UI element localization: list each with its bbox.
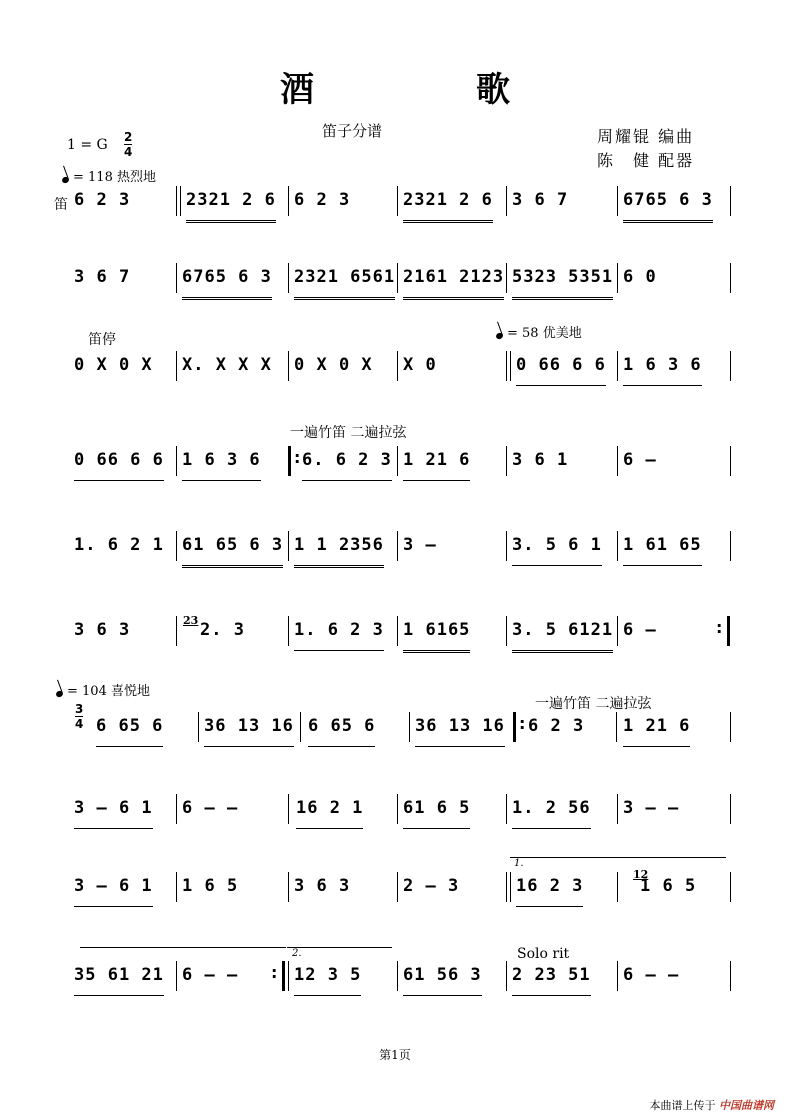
- measure: 3 – 6 1: [74, 866, 153, 907]
- measure: 16 2 1: [296, 788, 363, 829]
- measure: 1 61 65: [623, 525, 702, 566]
- measure: 1 21 6: [623, 706, 690, 747]
- measure: 2321 6561: [294, 257, 395, 300]
- measure: 2321 2 6: [186, 180, 276, 223]
- measure: 6 – –: [182, 798, 239, 818]
- measure: 3 –: [403, 535, 437, 555]
- quarter-note-icon: [61, 176, 70, 184]
- measure: X 0: [403, 355, 437, 375]
- measure: 1 1 2356: [294, 525, 384, 568]
- measure: 0 66 6 6: [516, 345, 606, 386]
- measure: 35 61 21: [74, 955, 164, 996]
- repeat-end: [720, 616, 730, 646]
- orchestrator-credit: 陈 健 配器: [597, 151, 695, 170]
- measure: 2 23 51: [512, 955, 591, 996]
- measure: 6 65 6: [308, 706, 375, 747]
- measure: 2321 2 6: [403, 180, 493, 223]
- tempo-mark-1: = 118 热烈地: [62, 166, 156, 185]
- measure: 1 6 5: [640, 876, 697, 896]
- measure: 6 2 3: [528, 716, 585, 736]
- staff-row-7: [70, 706, 750, 746]
- repeat-start: [513, 712, 522, 742]
- measure: 6. 6 2 3: [302, 440, 392, 481]
- measure: 12 3 5: [294, 955, 361, 996]
- measure: 36 13 16: [204, 706, 294, 747]
- measure: 1. 2 56: [512, 788, 591, 829]
- measure: 2. 3: [200, 620, 245, 640]
- measure: 5323 5351: [512, 257, 613, 300]
- measure: 1 6165: [403, 610, 470, 653]
- measure: 61 6 5: [403, 788, 470, 829]
- staff-row-9: [70, 866, 750, 906]
- volta-2-bracket: [287, 947, 392, 948]
- measure: 6 65 6: [96, 706, 163, 747]
- measure: 6765 6 3: [182, 257, 272, 300]
- time-signature-2-4: 2 4: [124, 130, 133, 159]
- measure: 3 – 6 1: [74, 788, 153, 829]
- staff-row-2: [70, 257, 750, 297]
- measure: 6 – –: [623, 965, 680, 985]
- page-title: 酒 歌: [280, 70, 574, 110]
- measure: 61 56 3: [403, 955, 482, 996]
- measure: 6 –: [623, 620, 657, 640]
- measure: 3 6 7: [74, 267, 131, 287]
- measure: 6 – –: [182, 965, 239, 985]
- measure: 6 2 3: [74, 190, 131, 210]
- measure: 3 – –: [623, 798, 680, 818]
- repeat-end: [275, 961, 285, 991]
- measure: 1 6 5: [182, 876, 239, 896]
- measure: 36 13 16: [415, 706, 505, 747]
- measure: 1. 6 2 3: [294, 610, 384, 651]
- measure: 2 – 3: [403, 876, 460, 896]
- staff-row-10: [70, 955, 750, 995]
- measure: 1 6 3 6: [182, 440, 261, 481]
- page-number: 第1页: [379, 1048, 411, 1062]
- repeat-start: [288, 446, 297, 476]
- measure: 3 6 3: [294, 876, 351, 896]
- staff-row-3: [70, 345, 750, 385]
- solo-rit-mark: Solo rit: [517, 946, 570, 962]
- upload-credit: [650, 1097, 775, 1113]
- measure: 3. 5 6121: [512, 610, 613, 653]
- staff-row-8: [70, 788, 750, 828]
- subtitle: 笛子分谱: [322, 122, 383, 140]
- staff-row-1: [70, 180, 750, 220]
- measure: 3. 5 6 1: [512, 525, 602, 566]
- measure: 6 0: [623, 267, 657, 287]
- measure: 61 65 6 3: [182, 525, 283, 568]
- part-note-1: 一遍竹笛 二遍拉弦: [290, 425, 407, 441]
- measure: 6 –: [623, 450, 657, 470]
- measure: 3 6 3: [74, 620, 131, 640]
- key-signature: 1 = G: [67, 137, 108, 153]
- measure: 2161 2123: [403, 257, 504, 300]
- measure: 0 X 0 X: [294, 355, 373, 375]
- part-note-2: 一遍竹笛 二遍拉弦: [535, 696, 652, 712]
- measure: X. X X X: [182, 355, 272, 375]
- measure: 0 X 0 X: [74, 355, 153, 375]
- time-signature-3-4: 3 4: [75, 702, 84, 731]
- site-logo: 中国曲谱网: [719, 1099, 774, 1112]
- tempo-mark-3: = 104 喜悦地: [56, 680, 150, 699]
- upload-text: 本曲谱上传于: [649, 1099, 716, 1112]
- volta-2-label: 2.: [292, 948, 302, 959]
- quarter-note-icon: [55, 690, 64, 698]
- measure: 0 66 6 6: [74, 440, 164, 481]
- tuplet-number: 12: [633, 868, 649, 881]
- fermata-number: 23: [183, 614, 199, 627]
- tempo-mark-2: = 58 优美地: [496, 322, 582, 341]
- arranger-credit: 周耀锟 编曲: [597, 127, 695, 146]
- staff-row-6: [70, 610, 750, 650]
- measure: 1. 6 2 1: [74, 535, 164, 555]
- quarter-note-icon: [495, 332, 504, 340]
- volta-1-label: 1.: [514, 858, 524, 869]
- volta-1-bracket-cont: [80, 947, 286, 948]
- rest-label: 笛停: [88, 332, 116, 348]
- measure: 6 2 3: [294, 190, 351, 210]
- staff-row-4: [70, 440, 750, 480]
- measure: 3 6 7: [512, 190, 569, 210]
- measure: 16 2 3: [516, 866, 583, 907]
- measure: 6765 6 3: [623, 180, 713, 223]
- measure: 1 6 3 6: [623, 345, 702, 386]
- staff-row-5: [70, 525, 750, 565]
- instrument-label: 笛: [54, 197, 68, 213]
- measure: 1 21 6: [403, 440, 470, 481]
- measure: 3 6 1: [512, 450, 569, 470]
- volta-1-bracket: [510, 857, 726, 858]
